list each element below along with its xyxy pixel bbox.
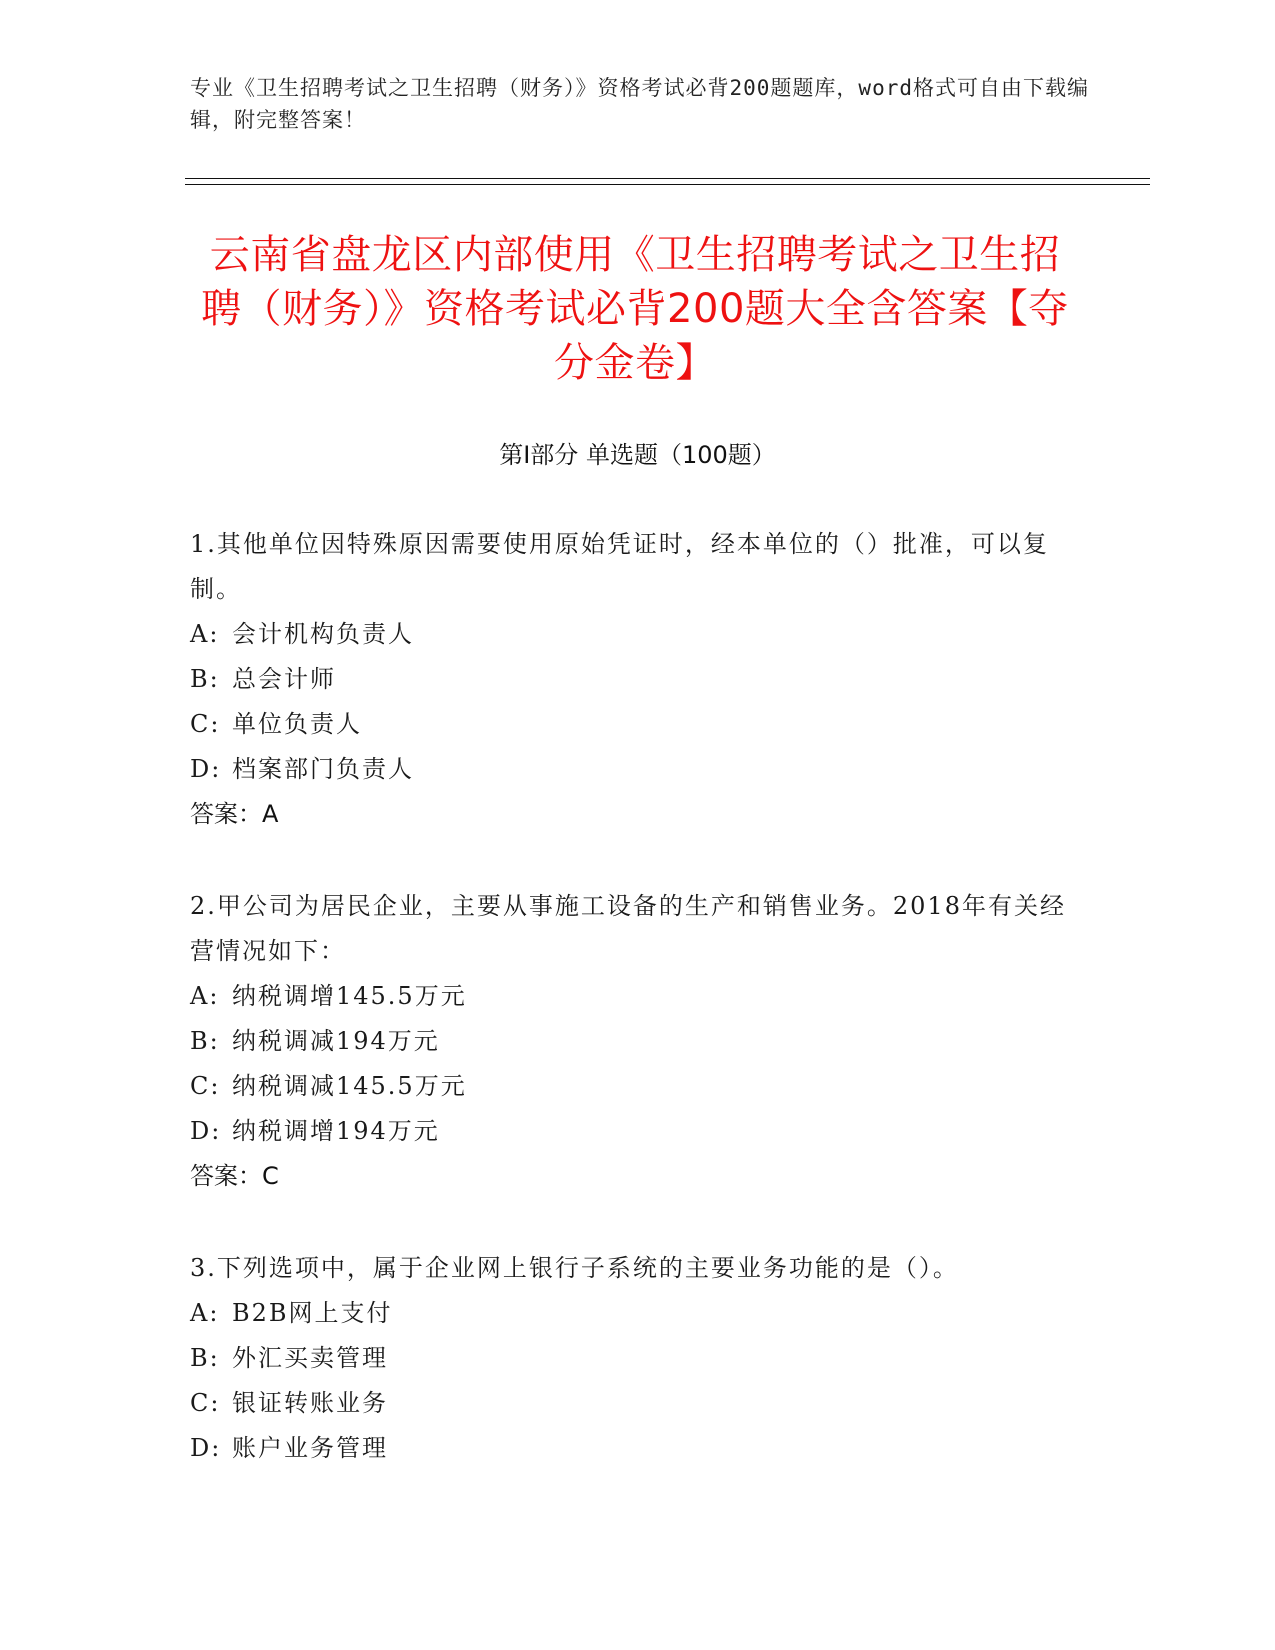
option-text: 外汇买卖管理 bbox=[232, 1344, 388, 1372]
option-text: 纳税调增145.5万元 bbox=[232, 982, 467, 1010]
header-divider-bottom bbox=[185, 184, 1150, 185]
option-text: 账户业务管理 bbox=[232, 1434, 388, 1462]
option-d bbox=[190, 1109, 1070, 1154]
option-key: D: bbox=[190, 755, 222, 783]
option-key: B: bbox=[190, 1344, 220, 1372]
header-note: 专业《卫生招聘考试之卫生招聘（财务）》资格考试必背200题题库，word格式可自由下载编辑，附完整答案！ bbox=[190, 76, 1089, 132]
option-d bbox=[190, 1426, 1070, 1471]
option-key: A: bbox=[190, 1299, 220, 1327]
option-text: 银证转账业务 bbox=[232, 1389, 388, 1417]
option-key: B: bbox=[190, 1027, 220, 1055]
option-text: 纳税调减194万元 bbox=[232, 1027, 440, 1055]
option-b bbox=[190, 657, 1070, 702]
option-b bbox=[190, 1336, 1070, 1381]
option-text: B2B网上支付 bbox=[232, 1299, 393, 1327]
option-c bbox=[190, 1064, 1070, 1109]
option-c bbox=[190, 702, 1070, 747]
option-key: A: bbox=[190, 620, 220, 648]
answer: 答案：C bbox=[190, 1162, 279, 1190]
question-1 bbox=[190, 522, 1070, 837]
option-text: 纳税调增194万元 bbox=[232, 1117, 440, 1145]
document-title: 云南省盘龙区内部使用《卫生招聘考试之卫生招聘（财务）》资格考试必背200题大全含答案【夺分金卷】 bbox=[201, 232, 1069, 386]
option-a bbox=[190, 612, 1070, 657]
option-a bbox=[190, 1291, 1070, 1336]
option-d bbox=[190, 747, 1070, 792]
option-text: 会计机构负责人 bbox=[232, 620, 414, 648]
option-key: C: bbox=[190, 710, 221, 738]
question-stem: 2.甲公司为居民企业，主要从事施工设备的生产和销售业务。2018年有关经营情况如下： bbox=[190, 892, 1066, 965]
question-stem: 1.其他单位因特殊原因需要使用原始凭证时，经本单位的（）批准，可以复制。 bbox=[190, 530, 1049, 603]
option-b bbox=[190, 1019, 1070, 1064]
option-key: C: bbox=[190, 1389, 221, 1417]
option-key: C: bbox=[190, 1072, 221, 1100]
option-text: 档案部门负责人 bbox=[232, 755, 414, 783]
section-title: 第Ⅰ部分 单选题（100题） bbox=[499, 441, 776, 469]
option-key: D: bbox=[190, 1434, 222, 1462]
option-text: 总会计师 bbox=[232, 665, 336, 693]
option-c bbox=[190, 1381, 1070, 1426]
option-text: 纳税调减145.5万元 bbox=[232, 1072, 467, 1100]
question-2 bbox=[190, 884, 1070, 1199]
option-key: A: bbox=[190, 982, 220, 1010]
option-a bbox=[190, 974, 1070, 1019]
option-text: 单位负责人 bbox=[232, 710, 362, 738]
option-key: D: bbox=[190, 1117, 222, 1145]
option-key: B: bbox=[190, 665, 220, 693]
header-divider-top bbox=[185, 178, 1150, 179]
question-stem: 3.下列选项中，属于企业网上银行子系统的主要业务功能的是（）。 bbox=[190, 1254, 959, 1282]
answer: 答案：A bbox=[190, 800, 279, 828]
question-3 bbox=[190, 1246, 1070, 1471]
